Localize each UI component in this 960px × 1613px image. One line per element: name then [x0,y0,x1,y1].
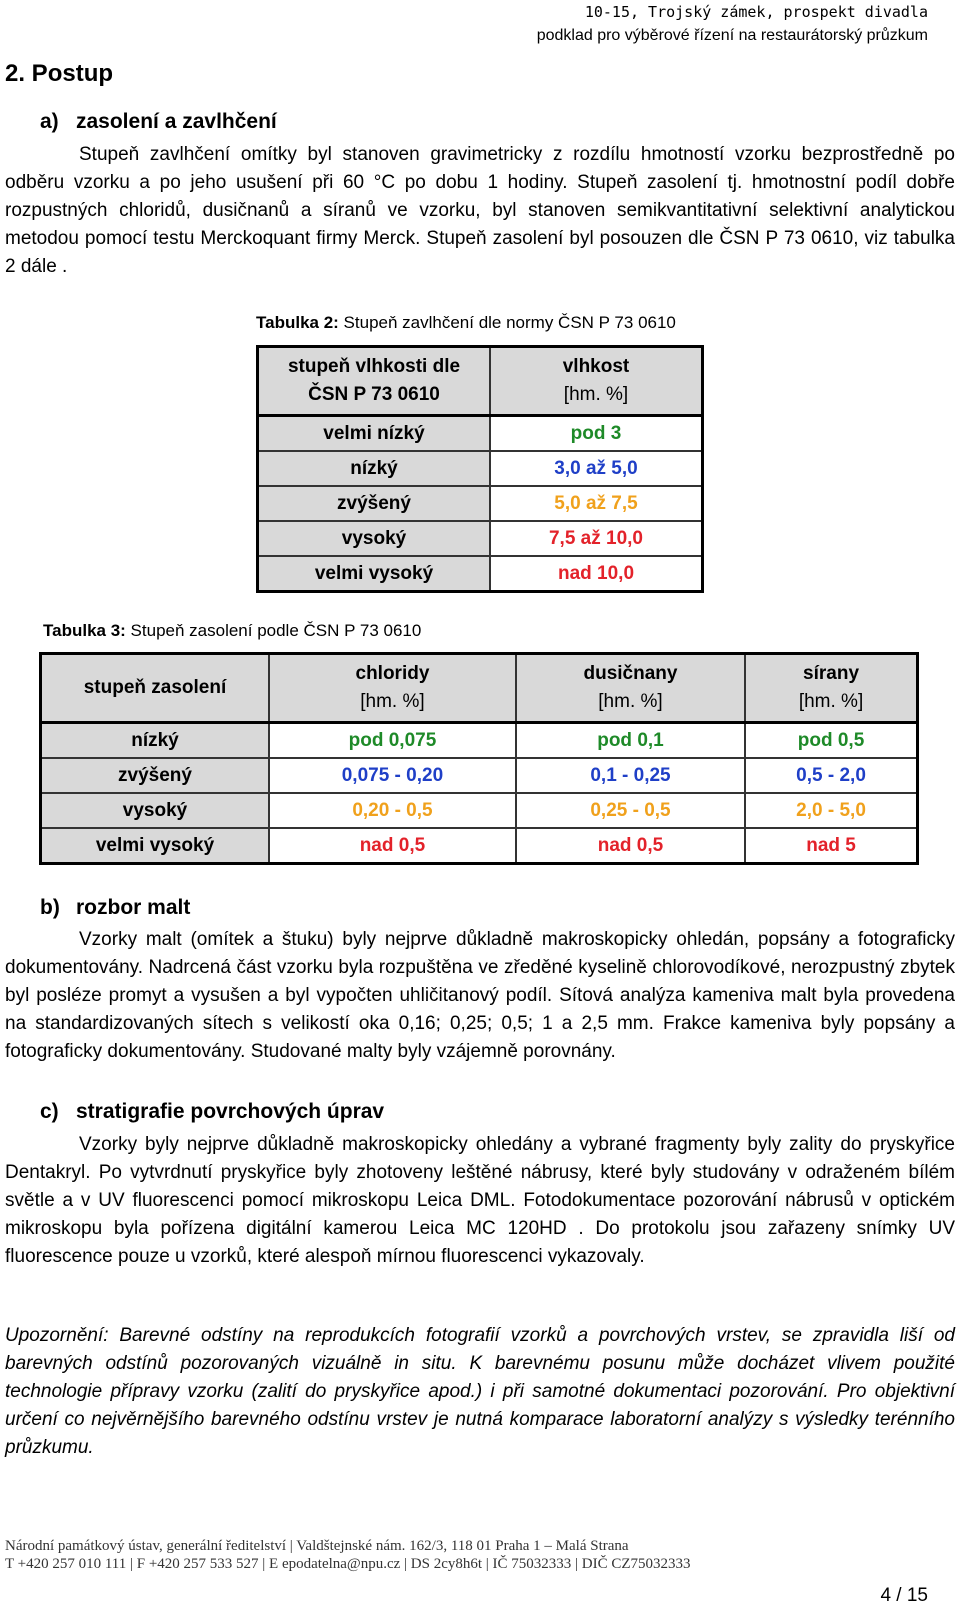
table-row [258,486,703,521]
salinity-table [39,652,919,865]
table-row [258,416,703,452]
salinity-value-cell: nad 0,5 [269,828,516,864]
table-row [41,723,918,759]
humidity-grade-cell: vysoký [258,521,491,556]
table3-caption-text: Stupeň zasolení podle ČSN P 73 0610 [125,621,422,640]
humidity-value-cell: 7,5 až 10,0 [490,521,703,556]
salinity-grade-cell: zvýšený [41,758,270,793]
subsection-a-heading [40,110,277,134]
salinity-value-cell: nad 0,5 [516,828,745,864]
salinity-table-head-grade: stupeň zasolení [41,654,270,723]
humidity-table-head-value [490,347,703,416]
humidity-value-cell: nad 10,0 [490,556,703,592]
salinity-value-cell: 0,25 - 0,5 [516,793,745,828]
humidity-grade-cell: velmi nízký [258,416,491,452]
table3-caption [43,621,421,641]
salt-unit: [hm. %] [798,691,864,712]
table-row [41,758,918,793]
table-row [41,793,918,828]
humidity-grade-cell: zvýšený [258,486,491,521]
salinity-value-cell: 0,1 - 0,25 [516,758,745,793]
paragraph-b [5,926,955,1066]
subsection-b-letter: b) [40,896,60,919]
salt-name: chloridy [355,663,430,684]
subsection-c-title: stratigrafie povrchových úprav [76,1100,385,1123]
salt-name: dusičnany [583,663,678,684]
header-line-2: podklad pro výběrové řízení na restaurátorský průzkum [536,27,928,44]
salinity-value-cell: 0,075 - 0,20 [269,758,516,793]
salinity-value-cell: nad 5 [745,828,917,864]
head-value-line1: vlhkost [562,356,630,377]
paragraph-b-text: Vzorky malt (omítek a štuku) byly nejprve důkladně makroskopicky ohledán, popsány a fotograficky dokumentovány. Nadrcená část vzorku byla rozpuštěna ve zředěné kyselině chlorovodíkové, nerozpustný zbytek byl posléze promyt a vysušen a byl vypočten uhličitanový podíl. Sítová analýza kameniva malt byla provedena na standardizovaných sítech s velikostí oka 0,16; 0,25; 0,5; 1 a 2,5 mm. Frakce kameniva byly popsány a fotograficky dokumentovány. Studované malty byly vzájemně porovnány. [5,929,955,1062]
salinity-grade-cell: vysoký [41,793,270,828]
humidity-grade-cell: nízký [258,451,491,486]
salinity-value-cell: 2,0 - 5,0 [745,793,917,828]
table3-caption-label: Tabulka 3: [43,621,126,640]
humidity-table-head-grade [258,347,491,416]
table-row [258,521,703,556]
salinity-table-head-0 [269,654,516,723]
table-row [258,556,703,592]
salt-unit: [hm. %] [598,691,663,712]
humidity-value-cell: 5,0 až 7,5 [490,486,703,521]
page-header [537,0,928,48]
head-grade-line1: stupeň vlhkosti dle [287,356,461,377]
salinity-grade-cell: velmi vysoký [41,828,270,864]
section-title: 2. Postup [5,60,114,87]
page-footer [5,1537,691,1573]
subsection-a-title: zasolení a zavlhčení [76,110,277,133]
table2-caption [256,313,676,333]
head-value-unit: [hm. %] [563,384,629,405]
subsection-b-heading [40,896,190,920]
humidity-value-cell: pod 3 [490,416,703,452]
salinity-value-cell: pod 0,5 [745,723,917,759]
paragraph-a [5,141,955,281]
salinity-grade-cell: nízký [41,723,270,759]
table-row [41,828,918,864]
humidity-value-cell: 3,0 až 5,0 [490,451,703,486]
subsection-c-heading [40,1100,384,1124]
subsection-b-title: rozbor malt [76,896,191,919]
footer-line-1: Národní památkový ústav, generální ředitelství | Valdštejnské nám. 162/3, 118 01 Praha 1 – Malá Strana [5,1538,629,1554]
paragraph-c-text: Vzorky byly nejprve důkladně makroskopicky ohledány a vybrané fragmenty byly zality do pryskyřice Dentakryl. Po vytvrdnutí pryskyřice byly zhotoveny leštěné nábrusy, které byly studovány v odraženém bílém světle a v UV fluorescenci pomocí mikroskopu Leica DML. Fotodokumentace pozorování nábrusů v optickém mikroskopu byla pořízena digitální kamerou Leica MC 120HD . Do protokolu jsou zařazeny snímky UV fluorescence pouze u vzorků, které alespoň mírnou fluorescenci vykazovaly. [5,1134,955,1267]
paragraph-c [5,1131,955,1271]
salinity-value-cell: pod 0,075 [269,723,516,759]
salinity-table-head-2 [745,654,917,723]
warning-note: Upozornění: Barevné odstíny na reprodukcích fotografií vzorků a povrchových vrstev, se zpravidla liší od barevných odstínů pozorovaných vizuálně in situ. K barevnému posunu může docházet vlivem použité technologie přípravy vzorku (zalití do pryskyřice apod.) i při samotné dokumentaci pozorování. Pro objektivní určení co nejvěrnějšího barevného odstínu vrstev je nutná komparace laboratorní analýzy s výsledky terénního průzkumu. [5,1325,955,1458]
salt-name: sírany [803,663,860,684]
table-row [258,451,703,486]
paragraph-a-text: Stupeň zavlhčení omítky byl stanoven gravimetricky z rozdílu hmotností vzorku bezprostředně po odběru vzorku a po jeho usušení při 60 °C po dobu 1 hodiny. Stupeň zasolení tj. hmotnostní podíl dobře rozpustných chloridů, dusičnanů a síranů ve vzorku, byl stanoven semikvantitativní selektivní analytickou metodou pomocí testu Merckoquant firmy Merck. Stupeň zasolení byl posouzen dle ČSN P 73 0610, viz tabulka 2 dále . [5,144,955,277]
salinity-value-cell: 0,5 - 2,0 [745,758,917,793]
humidity-grade-cell: velmi vysoký [258,556,491,592]
subsection-c-letter: c) [40,1100,59,1123]
salinity-value-cell: pod 0,1 [516,723,745,759]
head-grade-line2: ČSN P 73 0610 [308,384,440,405]
table2-caption-text: Stupeň zavlhčení dle normy ČSN P 73 0610 [338,313,676,332]
humidity-table [256,345,704,593]
page-number: 4 / 15 [880,1585,928,1606]
salinity-table-head-1 [516,654,745,723]
salinity-value-cell: 0,20 - 0,5 [269,793,516,828]
header-line-1: 10-15, Trojský zámek, prospekt divadla [584,3,928,21]
table2-caption-label: Tabulka 2: [256,313,339,332]
subsection-a-letter: a) [40,110,59,133]
footer-line-2: T +420 257 010 111 | F +420 257 533 527 | E epodatelna@npu.cz | DS 2cy8h6t | IČ 75032333 | DIČ CZ75032333 [5,1556,691,1572]
salt-unit: [hm. %] [360,691,425,712]
